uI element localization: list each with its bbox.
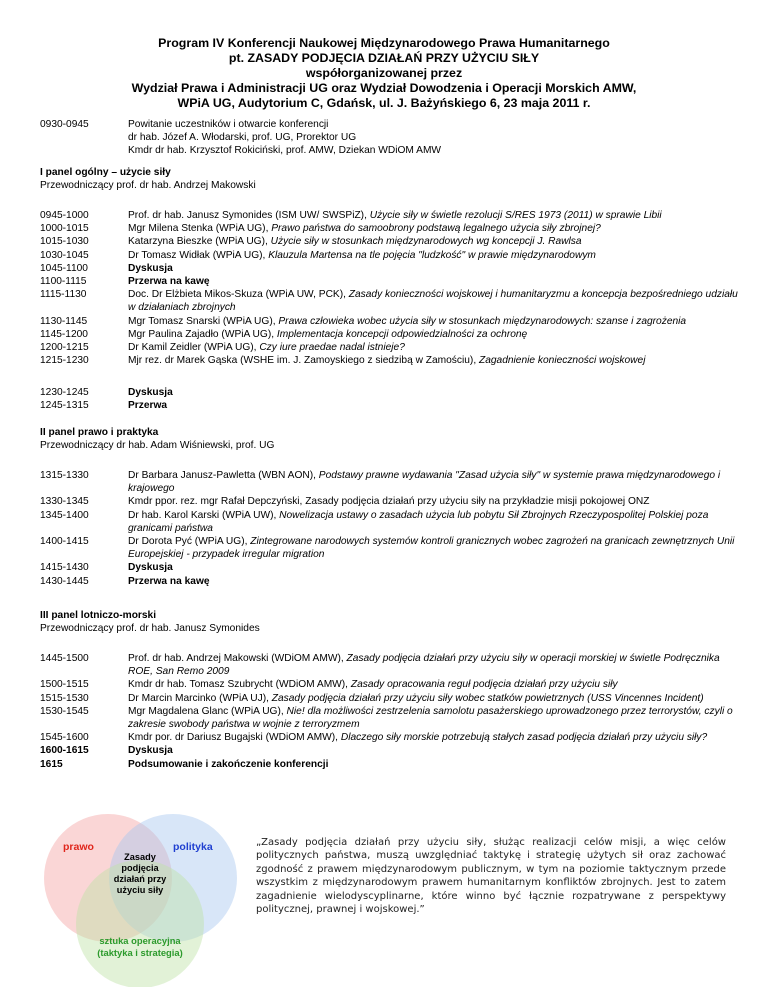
- opening-time: 0930-0945: [40, 119, 89, 130]
- panel-1-title: I panel ogólny – użycie siły: [40, 167, 171, 178]
- schedule-talk: [128, 249, 740, 262]
- speaker: Dr hab. Karol Karski (WPiA UW),: [128, 509, 280, 521]
- venn-center-line: działań przy: [113, 874, 167, 884]
- speaker: Mjr rez. dr Marek Gąska (WSHE im. J. Zamoyskiego z siedzibą w Zamościu),: [128, 355, 479, 367]
- venn-diagram: [40, 812, 240, 987]
- schedule-row: [40, 575, 740, 588]
- schedule-time: 1130-1145: [40, 315, 88, 327]
- schedule-row: [40, 399, 740, 412]
- talk-title: Dlaczego siły morskie potrzebują stałych zasad podjęcia działań przy użyciu siły?: [340, 732, 708, 744]
- schedule-time: 1515-1530: [40, 692, 89, 704]
- schedule-break: Przerwa na kawę: [128, 575, 210, 587]
- schedule-break: Przerwa: [128, 400, 168, 412]
- speaker: Kmdr dr hab. Tomasz Szubrycht (WDiOM AMW),: [128, 679, 351, 691]
- schedule-time: 1315-1330: [40, 470, 89, 481]
- schedule-time: 1445-1500: [40, 653, 89, 664]
- talk-title: Prawa człowieka wobec użycia siły w stosunkach międzynarodowych: szanse i zagrożenia: [278, 315, 687, 327]
- schedule-time: 1100-1115: [40, 276, 87, 288]
- schedule-time: 1200-1215: [40, 342, 89, 354]
- header-line-1: Program IV Konferencji Naukowej Międzynarodowego Prawa Humanitarnego: [158, 36, 610, 50]
- speaker: Mgr Paulina Zajadło (WPiA UG),: [128, 328, 277, 340]
- schedule-row: [40, 495, 740, 508]
- panel-1-schedule: [40, 209, 740, 367]
- talk-title: Podstawy prawne wydawania "Zasad użycia siły" w systemie prawa międzynarodowego i krajowego: [128, 470, 721, 495]
- schedule-talk: [128, 328, 740, 341]
- schedule-row: [40, 652, 740, 678]
- talk-title: Zagadnienie konieczności wojskowej: [478, 355, 646, 367]
- panel-1-chair: Przewodniczący prof. dr hab. Andrzej Makowski: [40, 180, 256, 192]
- schedule-time: 1015-1030: [40, 236, 89, 248]
- schedule-time: 1330-1345: [40, 496, 89, 508]
- schedule-talk: [128, 495, 740, 508]
- program-header: [0, 36, 768, 111]
- opening-line: dr hab. Józef A. Włodarski, prof. UG, Prorektor UG: [128, 132, 357, 144]
- venn-center-line: podjęcia: [121, 863, 159, 873]
- schedule-time: 1030-1045: [40, 249, 89, 261]
- opening-line: Powitanie uczestników i otwarcie konferencji: [128, 119, 329, 130]
- panel-3-chair: Przewodniczący prof. dr hab. Janusz Symonides: [40, 623, 260, 635]
- opening-line: Kmdr dr hab. Krzysztof Rokiciński, prof. AMW, Dziekan WDiOM AMW: [128, 145, 442, 157]
- venn-label-prawo: prawo: [63, 841, 94, 853]
- venn-label-polityka: polityka: [173, 841, 213, 853]
- schedule-talk: [128, 341, 740, 354]
- schedule-time: 1345-1400: [40, 509, 89, 521]
- schedule-row: [40, 249, 740, 262]
- schedule-break: Dyskusja: [128, 745, 173, 757]
- schedule-talk: [128, 705, 740, 731]
- schedule-time: 1400-1415: [40, 536, 89, 548]
- schedule-time: 1230-1245: [40, 387, 89, 398]
- speaker: Dr Dorota Pyć (WPiA UG),: [128, 536, 251, 548]
- speaker: Dr Kamil Zeidler (WPiA UG),: [128, 342, 260, 354]
- talk-title: Prawo państwa do samoobrony podstawą legalnego użycia siły zbrojnej?: [271, 223, 601, 235]
- talk-title: Nowelizacja ustawy o zasadach użycia lub pobytu Sił Zbrojnych Rzeczypospolitej Polskiej poza granicami państwa: [128, 509, 709, 534]
- speaker: Dr Barbara Janusz-Pawletta (WBN AON),: [128, 470, 319, 481]
- schedule-break: Dyskusja: [128, 262, 173, 274]
- opening-session: [40, 118, 740, 158]
- speaker: Mgr Magdalena Glanc (WPiA UG),: [128, 705, 287, 717]
- schedule-row: [40, 744, 740, 757]
- schedule-time: 1415-1430: [40, 562, 89, 574]
- schedule-talk: [128, 235, 740, 248]
- schedule-talk: [128, 692, 740, 705]
- header-line-5: WPiA UG, Audytorium C, Gdańsk, ul. J. Bażyńskiego 6, 23 maja 2011 r.: [177, 96, 591, 110]
- schedule-time: 1045-1100: [40, 262, 88, 274]
- schedule-break: Przerwa na kawę: [128, 276, 210, 288]
- panel-1-after: [40, 386, 740, 412]
- panel-2-title: II panel prawo i praktyka: [40, 427, 159, 438]
- talk-title: Nie! dla możliwości zestrzelenia samolotu pasażerskiego uprowadzonego przez terrorystów, czyli o zakresie swobody państwa w wojnie z terroryzmem: [128, 705, 733, 731]
- schedule-talk: [128, 288, 740, 314]
- talk-title: Użycie siły w świetle rezolucji S/RES 1973 (2011) w sprawie Libii: [369, 210, 662, 221]
- venn-label-sztuka: sztuka operacyjna: [99, 935, 181, 946]
- schedule-time: 1145-1200: [40, 328, 88, 340]
- schedule-row: [40, 209, 740, 222]
- talk-title: Zasady konieczności wojskowej i humanitaryzmu a koncepcja bezpośredniego udziału w działaniach zbrojnych: [128, 289, 738, 314]
- speaker: Katarzyna Bieszke (WPiA UG),: [128, 236, 271, 248]
- panel-3-heading: [40, 609, 740, 635]
- schedule-talk: [128, 652, 740, 678]
- schedule-row: [40, 705, 740, 731]
- talk-title: Zasady podjęcia działań przy użyciu siły wobec statków powietrznych (USS Vincennes Incident): [271, 692, 704, 704]
- schedule-break: Dyskusja: [128, 562, 173, 574]
- schedule-break: Podsumowanie i zakończenie konferencji: [128, 758, 329, 770]
- schedule-break: Dyskusja: [128, 387, 173, 398]
- schedule-row: [40, 288, 740, 314]
- schedule-row: [40, 275, 740, 288]
- schedule-row: [40, 341, 740, 354]
- schedule-time: 1215-1230: [40, 355, 89, 367]
- schedule-row: [40, 509, 740, 535]
- venn-center-line: Zasady: [124, 852, 156, 862]
- talk-title: Zasady opracowania reguł podjęcia działań przy użyciu siły: [350, 679, 618, 691]
- schedule-time: 1530-1545: [40, 705, 89, 717]
- panel-2-chair: Przewodniczący dr hab. Adam Wiśniewski, prof. UG: [40, 440, 275, 452]
- schedule-time: 1500-1515: [40, 679, 89, 691]
- venn-center-line: użyciu siły: [116, 885, 164, 895]
- schedule-talk: [128, 731, 740, 744]
- schedule-talk: [128, 315, 740, 328]
- schedule-row: [40, 328, 740, 341]
- talk-title: Zintegrowane narodowych systemów kontroli granicznych wobec zagrożeń na granicach zewnętrznych Unii Europejskiej - przypadek irregular migration: [128, 536, 735, 561]
- schedule-talk: [128, 535, 740, 561]
- conference-quote: „Zasady podjęcia działań przy użyciu siły, służąc realizacji celów misji, a więc celów politycznych państwa, muszą uwzględniać taktykę i strategię użytych sił oraz zachować zgodność z prawem międzynarodowym publicznym, w tym na poziomie taktycznym przede wszystkim z międzynarodowym prawem humanitarnym konfliktów zbrojnych. Jest to zatem zagadnienie wielodyscyplinarne, które winno być łącznie rozpatrywane z perspektywy politycznej, prawnej i wojskowej.”: [256, 837, 726, 916]
- schedule-row: [40, 561, 740, 574]
- talk-title: Użycie siły w stosunkach międzynarodowych wg koncepcji J. Rawlsa: [270, 236, 582, 248]
- talk-title: Czy iure praedae nadal istnieje?: [259, 342, 405, 354]
- schedule-row: [40, 222, 740, 235]
- schedule-talk: [128, 509, 740, 535]
- schedule-talk: [128, 222, 740, 235]
- schedule-row: [40, 469, 740, 495]
- speaker: Dr Tomasz Widłak (WPiA UG),: [128, 249, 269, 261]
- schedule-row: [40, 262, 740, 275]
- schedule-talk: [128, 209, 740, 222]
- panel-1-heading: [40, 166, 740, 192]
- schedule-time: 0945-1000: [40, 210, 89, 221]
- schedule-row: [40, 315, 740, 328]
- talk-title: Zasady podjęcia działań przy użyciu siły w operacji morskiej w świetle Podręcznika ROE, San Remo 2009: [128, 653, 720, 678]
- speaker: Mgr Milena Stenka (WPiA UG),: [128, 223, 272, 235]
- header-line-4: Wydział Prawa i Administracji UG oraz Wydział Dowodzenia i Operacji Morskich AMW,: [131, 81, 637, 95]
- panel-3-schedule: [40, 652, 740, 771]
- schedule-time: 1430-1445: [40, 575, 89, 587]
- schedule-row: [40, 386, 740, 399]
- speaker: Kmdr ppor. rez. mgr Rafał Depczyński, Zasady podjęcia działań przy użyciu siły na przykładzie misji pokojowej ONZ: [128, 496, 650, 508]
- venn-label-sztuka-sub: (taktyka i strategia): [97, 947, 183, 958]
- speaker: Kmdr por. dr Dariusz Bugajski (WDiOM AMW),: [128, 732, 341, 744]
- schedule-time: 1545-1600: [40, 732, 89, 744]
- schedule-time: 1615: [40, 758, 63, 770]
- header-line-3: współorganizowanej przez: [305, 66, 463, 80]
- schedule-time: 1600-1615: [40, 745, 89, 757]
- schedule-talk: [128, 354, 740, 367]
- schedule-row: [40, 235, 740, 248]
- schedule-talk: [128, 678, 740, 691]
- schedule-row: [40, 678, 740, 691]
- schedule-row: [40, 354, 740, 367]
- schedule-row: [40, 758, 740, 771]
- schedule-row: [40, 692, 740, 705]
- schedule-row: [40, 535, 740, 561]
- schedule-row: [40, 731, 740, 744]
- talk-title: Klauzula Martensa na tle pojęcia "ludzkość" w prawie międzynarodowym: [268, 249, 596, 261]
- schedule-time: 1245-1315: [40, 400, 89, 412]
- talk-title: Implementacja koncepcji odpowiedzialności za ochronę: [276, 328, 528, 340]
- header-line-2: pt. ZASADY PODJĘCIA DZIAŁAŃ PRZY UŻYCIU SIŁY: [228, 51, 540, 65]
- schedule-time: 1000-1015: [40, 223, 89, 235]
- panel-3-title: III panel lotniczo-morski: [40, 610, 157, 621]
- speaker: Prof. dr hab. Janusz Symonides (ISM UW/ SWSPiZ),: [128, 210, 370, 221]
- speaker: Mgr Tomasz Snarski (WPiA UG),: [128, 315, 279, 327]
- speaker: Doc. Dr Elżbieta Mikos-Skuza (WPiA UW, PCK),: [128, 289, 349, 301]
- speaker: Prof. dr hab. Andrzej Makowski (WDiOM AMW),: [128, 653, 347, 664]
- schedule-talk: [128, 469, 740, 495]
- speaker: Dr Marcin Marcinko (WPiA UJ),: [128, 692, 272, 704]
- panel-2-heading: [40, 426, 740, 452]
- panel-2-schedule: [40, 469, 740, 588]
- schedule-time: 1115-1130: [40, 289, 87, 301]
